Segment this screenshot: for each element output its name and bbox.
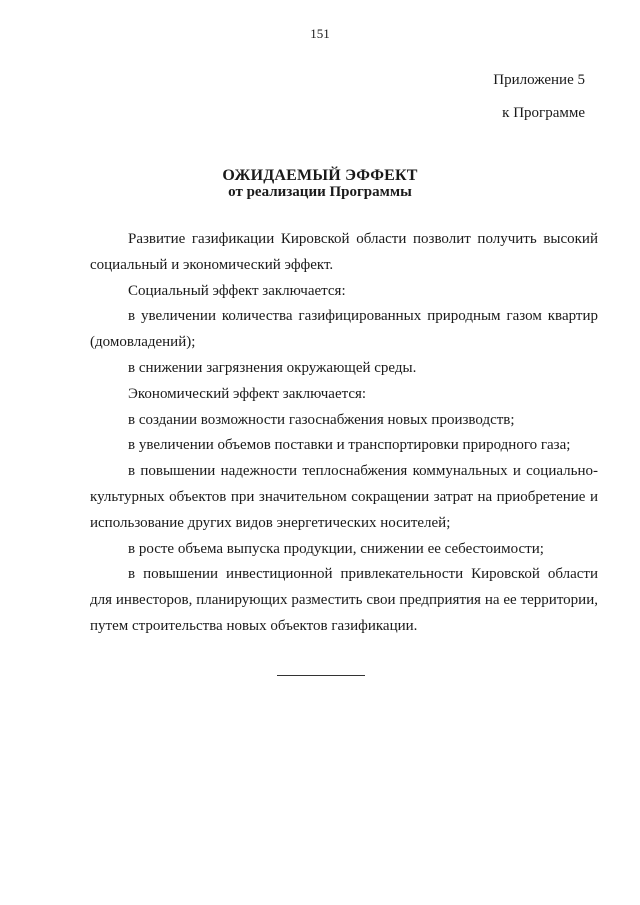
appendix-label: Приложение 5 — [493, 72, 585, 88]
document-body — [90, 227, 598, 640]
paragraph-economic-item: в повышении инвестиционной привлекательности Кировской области для инвесторов, планирующих разместить свои предприятия на ее территории, путем строительства новых объектов газификации. — [90, 566, 598, 634]
paragraph-social-item: в увеличении количества газифицированных природным газом квартир (домовладений); — [90, 308, 598, 351]
paragraph-social-heading: Социальный эффект заключается: — [128, 282, 346, 299]
page-number: 151 — [310, 26, 330, 41]
document-subtitle: от реализации Программы — [228, 184, 412, 200]
paragraph-economic-item: в росте объема выпуска продукции, снижении ее себестоимости; — [128, 540, 544, 557]
paragraph-social-item: в снижении загрязнения окружающей среды. — [128, 359, 417, 376]
paragraph-economic-item: в создании возможности газоснабжения новых производств; — [128, 411, 515, 428]
appendix-program-label: к Программе — [502, 105, 585, 121]
document-title: ОЖИДАЕМЫЙ ЭФФЕКТ — [222, 167, 418, 184]
closing-rule — [277, 675, 365, 676]
paragraph-economic-heading: Экономический эффект заключается: — [128, 385, 367, 402]
paragraph-intro: Развитие газификации Кировской области позволит получить высокий социальный и экономический эффект. — [90, 231, 598, 273]
paragraph-economic-item: в увеличении объемов поставки и транспортировки природного газа; — [128, 437, 571, 454]
paragraph-economic-item: в повышении надежности теплоснабжения коммунальных и социально-культурных объектов при значительном сокращении затрат на приобретение и использование других видов энергетических носителей; — [90, 463, 598, 531]
